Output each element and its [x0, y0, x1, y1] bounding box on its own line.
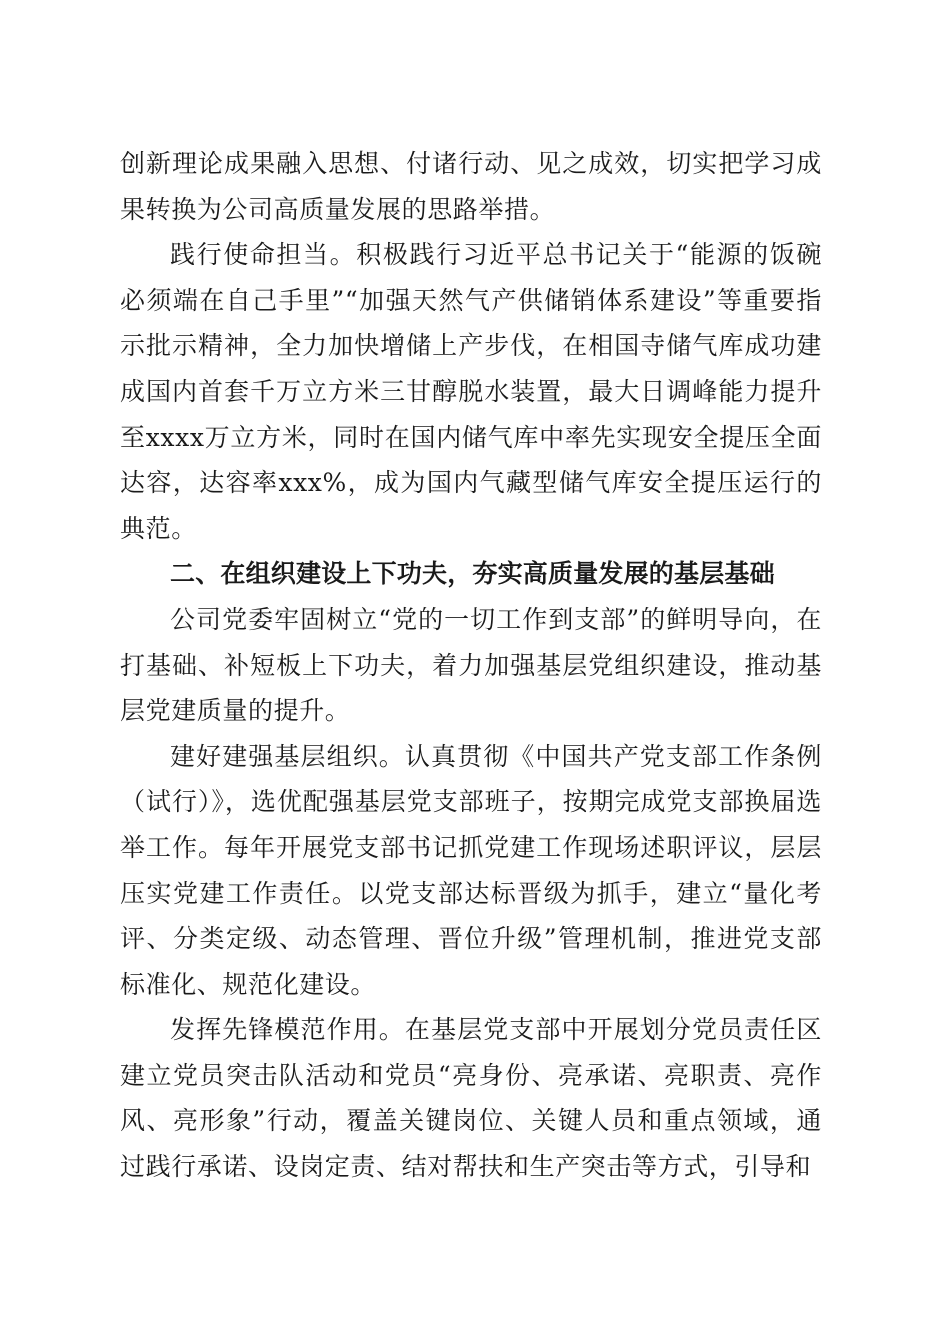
paragraph-vanguard-role: 发挥先锋模范作用。在基层党支部中开展划分党员责任区建立党员突击队活动和党员“亮身份、亮承诺、亮职责、亮作风、亮形象”行动，覆盖关键岗位、关键人员和重点领域，通过践行承诺、设岗定责、结对帮扶和生产突击等方式，引导和	[120, 1015, 822, 1182]
paragraph-grassroots-organization: 建好建强基层组织。认真贯彻《中国共产党支部工作条例（试行）》，选优配强基层党支部班子，按期完成党支部换届选举工作。每年开展党支部书记抓党建工作现场述职评议，层层压实党建工作责任。以党支部达标晋级为抓手，建立“量化考评、分类定级、动态管理、晋位升级”管理机制，推进党支部标准化、规范化建设。	[120, 741, 822, 999]
paragraph-mission: 践行使命担当。积极践行习近平总书记关于“能源的饭碗必须端在自己手里”“加强天然气产供储销体系建设”等重要指示批示精神，全力加快增储上产步伐，在相国寺储气库成功建成国内首套千万立方米三甘醇脱水装置，最大日调峰能力提升至xxxx万立方米，同时在国内储气库中率先实现安全提压全面达容，达容率xxx%，成为国内气藏型储气库安全提压运行的典范。	[120, 240, 822, 543]
paragraph-party-committee: 公司党委牢固树立“党的一切工作到支部”的鲜明导向，在打基础、补短板上下功夫，着力加强基层党组织建设，推动基层党建质量的提升。	[120, 604, 822, 726]
section-heading-2: 二、在组织建设上下功夫，夯实高质量发展的基层基础	[170, 559, 775, 589]
document-body	[120, 141, 822, 1190]
paragraph-continuation: 创新理论成果融入思想、付诸行动、见之成效，切实把学习成果转换为公司高质量发展的思路举措。	[120, 149, 822, 224]
